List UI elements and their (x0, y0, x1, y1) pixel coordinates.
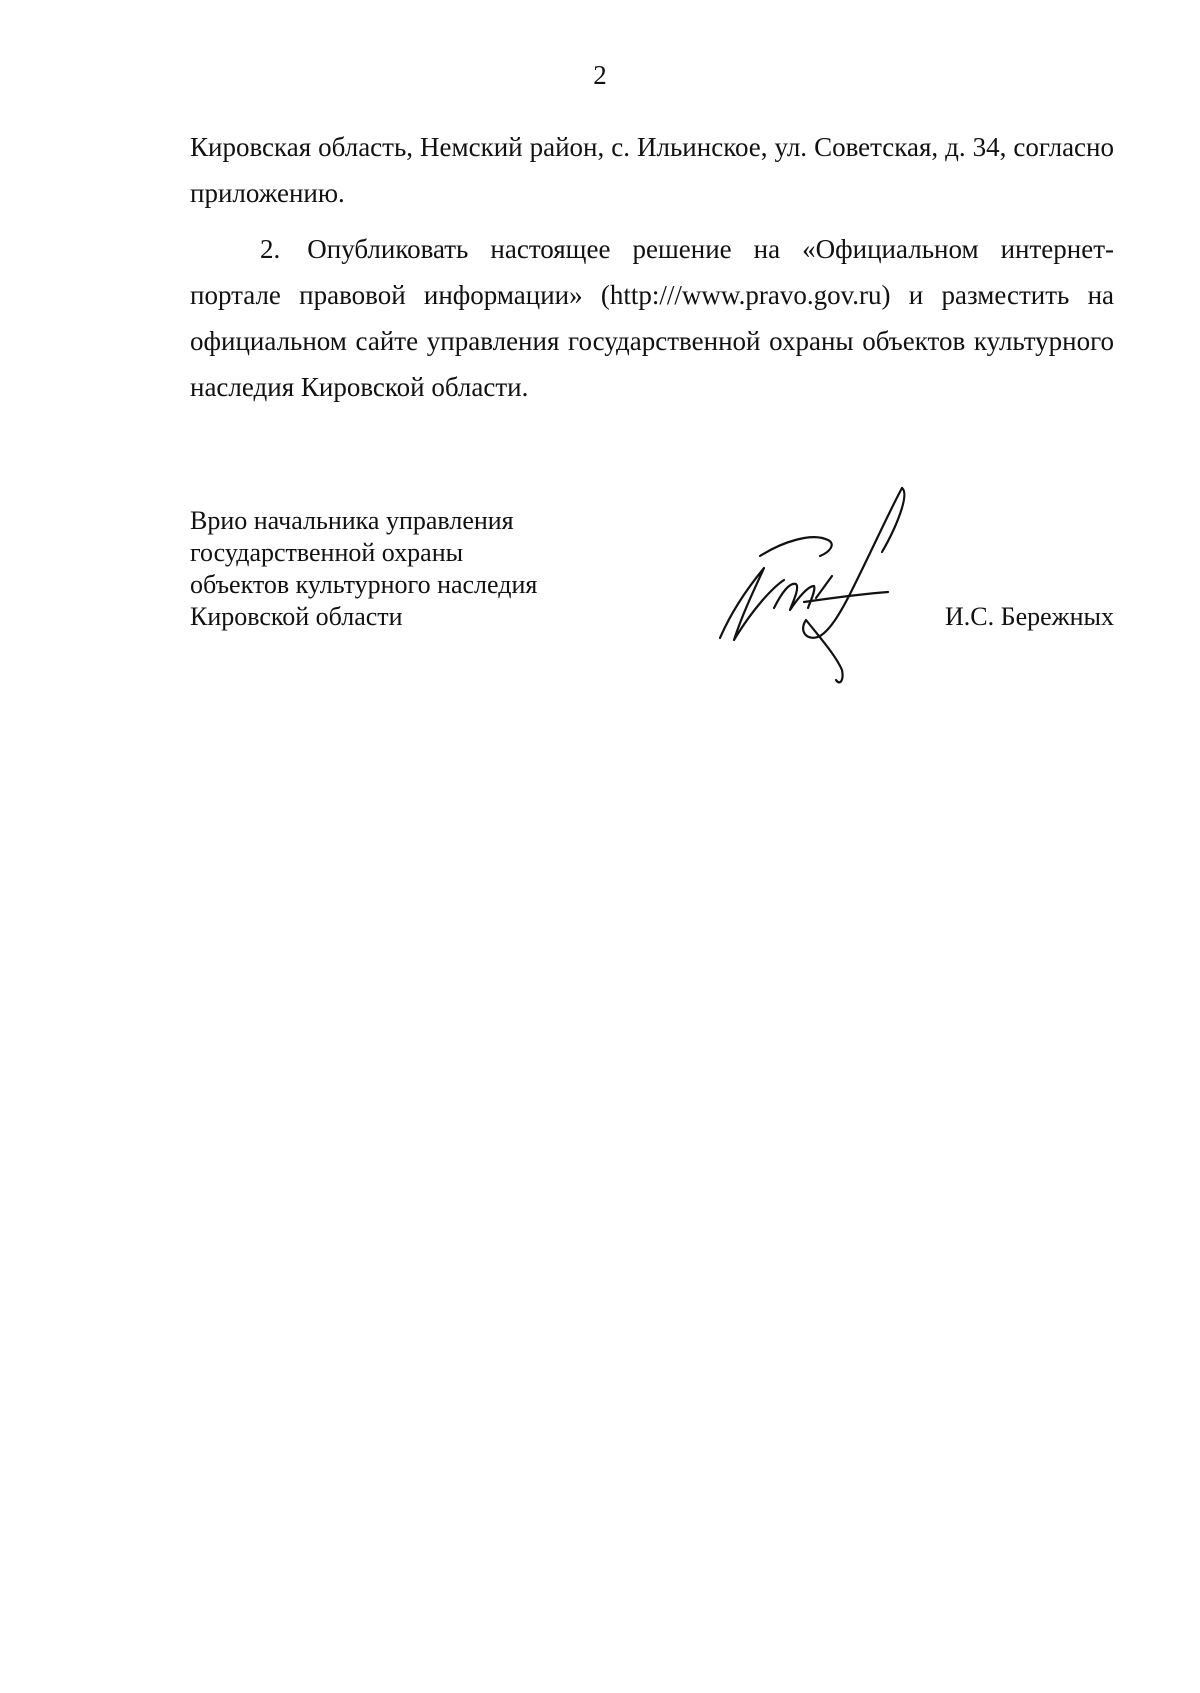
handwritten-signature-icon (712, 480, 942, 690)
position-line: Кировской области (190, 602, 403, 631)
position-line: объектов культурного наследия (190, 570, 538, 599)
position-line: государственной охраны (190, 538, 464, 567)
signer-name: И.С. Бережных (945, 602, 1114, 631)
paragraph-address: Кировская область, Немский район, с. Ильинское, ул. Советская, д. 34, согласно приложению. (190, 132, 1114, 208)
signatory-position (190, 505, 590, 633)
position-line: Врио начальника управления (190, 506, 514, 535)
document-body (190, 124, 1114, 410)
page-number: 2 (593, 60, 607, 90)
paragraph-publication: 2. Опубликовать настоящее решение на «Официальном интернет-портале правовой информации» (http:///www.pravo.gov.ru) и разместить на официальном сайте управления государственной охраны объектов культурного наследия Кировской области. (190, 234, 1114, 402)
